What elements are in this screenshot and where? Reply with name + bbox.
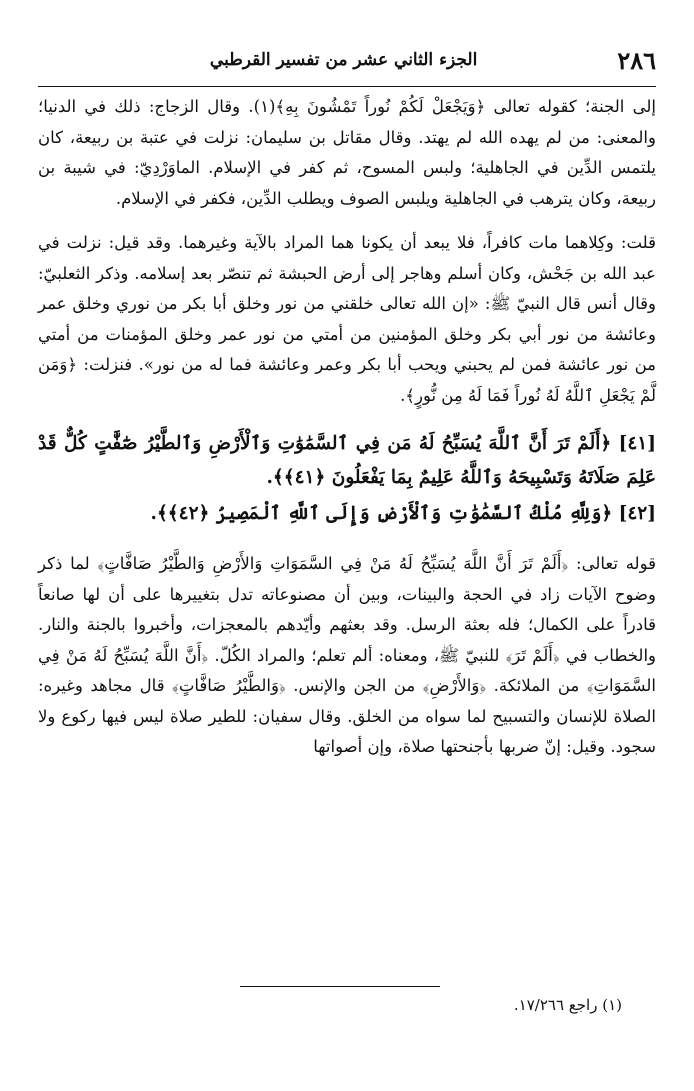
running-title: الجزء الثاني عشر من تفسير القرطبي — [209, 50, 478, 70]
footnote: (١) راجع ١٧/٢٦٦. — [513, 996, 622, 1014]
page-body — [38, 92, 656, 763]
header-divider — [38, 86, 656, 87]
page-number: ٢٨٦ — [617, 45, 656, 75]
paragraph-1: إلى الجنة؛ كقوله تعالى ﴿وَيَجْعَلْ لَكُمْ نُوراً تَمْشُونَ بِهِ﴾(١). وقال الزجاج: ذلك في الدنيا؛ والمعنى: من لم يهده الله لم يهتد. وقال مقاتل بن سليمان: نزلت في عتبة بن ربيعة، كان يلتمس الدِّين في الجاهلية؛ ولبس المسوح، ثم كفر في الإسلام. الماوَرْدِيّ: في شيبة بن ربيعة، وكان يترهب في الجاهلية ويلبس الصوف ويطلب الدِّين، فكفر في الإسلام. — [38, 97, 657, 208]
verse-42: [٤٢] ﴿وَلِلَّهِ مُلْكُ ٱلسَّمَٰوَٰتِ وَٱلْأَرْضِ وَإِلَى ٱللَّهِ ٱلْمَصِيرُ ﴿٤٢﴾﴾. — [150, 503, 656, 524]
page-header — [38, 40, 656, 80]
paragraph-3: قوله تعالى: ﴿أَلَمْ تَرَ أَنَّ اللَّهَ يُسَبِّحُ لَهُ مَنْ فِي السَّمَوَاتِ وَالأَرْضِ وَالطَّيْرُ صَافَّاتٍ﴾ لما ذكر وضوح الآيات زاد في الحجة والبينات، وبين أن مصنوعاته تدل بتغييرها على أن لها صانعاً قادراً على الكمال؛ فله بعثة الرسل. وقد بعثهم وأيّدهم بالمعجزات، وأخبروا بالجنة والنار. والخطاب في ﴿أَلَمْ تَرَ﴾ للنبيّ ﷺ، ومعناه: ألم تعلم؛ والمراد الكُلّ. ﴿أَنَّ اللَّهَ يُسَبِّحُ لَهُ مَنْ فِي السَّمَوَاتِ﴾ من الملائكة. ﴿وَالأَرْضِ﴾ من الجن والإنس. ﴿وَالطَّيْرُ صَافَّاتٍ﴾ قال مجاهد وغيره: الصلاة للإنسان والتسبيح لما سواه من الخلق. وقال سفيان: للطير صلاة ليس فيها ركوع ولا سجود. وقيل: إنّ ضربها بأجنحتها صلاة، وإن أصواتها — [38, 554, 656, 756]
verse-41: [٤١] ﴿أَلَمْ تَرَ أَنَّ ٱللَّهَ يُسَبِّحُ لَهُ مَن فِي ٱلسَّمَٰوَٰتِ وَٱلْأَرْضِ وَٱلطَّيْرُ صَٰٓفَّٰتٍ كُلٌّ قَدْ عَلِمَ صَلَاتَهُ وَتَسْبِيحَهُ وَٱللَّهُ عَلِيمٌ بِمَا يَفْعَلُونَ ﴿٤١﴾﴾. — [38, 433, 656, 488]
footnote-divider — [240, 986, 440, 987]
paragraph-2: قلت: وكِلاهما مات كافراً، فلا يبعد أن يكونا هما المراد بالآية وغيرهما. وقد قيل: نزلت في عبد الله بن جَحْش، وكان أسلم وهاجر إلى أرض الحبشة ثم تنصّر بعد إسلامه. وذكر الثعلبيّ: وقال أنس قال النبيّ ﷺ: «إن الله تعالى خلقني من نور وخلق أبا بكر من نوري وخلق عمر وعائشة من نور أبي بكر وخلق المؤمنين من أمتي من نور عمر وخلق المؤمنات من أمتي من نور عائشة فمن لم يحبني ويحب أبا بكر وعمر وعائشة فما له من نور». فنزلت: ﴿وَمَن لَّمْ يَجْعَلِ ٱللَّهُ لَهُ نُوراً فَمَا لَهُ مِن نُّورٍ﴾. — [38, 233, 656, 405]
